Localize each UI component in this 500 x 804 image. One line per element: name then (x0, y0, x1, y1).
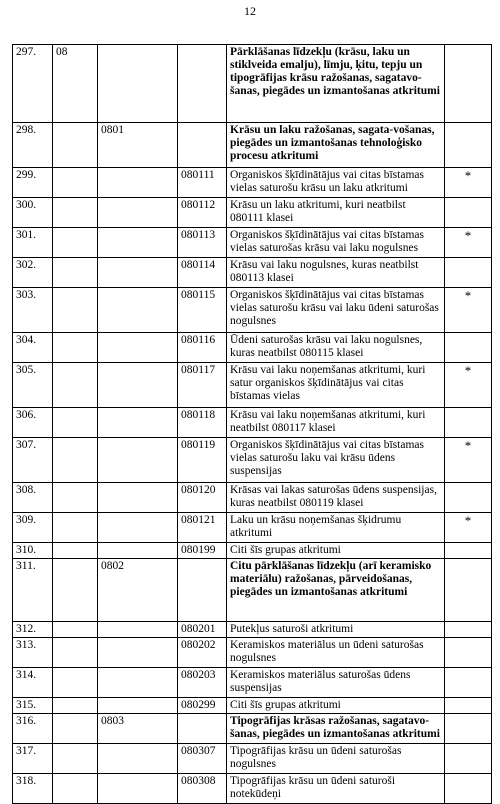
row-number-cell: 308. (13, 483, 53, 513)
description-cell: Laku un krāsu noņemšanas šķidrumu atkritumi (227, 513, 445, 543)
chapter-code-cell (53, 668, 98, 698)
waste-code-cell: 080120 (178, 483, 227, 513)
description-cell: Krāsu vai laku nogulsnes, kuras neatbilst 080113 klasei (227, 258, 445, 288)
description-cell: Tipogrāfijas krāsu un ūdeni saturošas nogulsnes (227, 744, 445, 774)
hazard-mark-cell (445, 638, 492, 668)
waste-code-cell: 080113 (178, 228, 227, 258)
row-number-cell: 303. (13, 288, 53, 333)
description-cell: Krāsu vai laku noņemšanas atkritumi, kuri neatbilst 080117 klasei (227, 408, 445, 438)
waste-code-cell: 080114 (178, 258, 227, 288)
chapter-code-cell (53, 198, 98, 228)
waste-code-cell (178, 123, 227, 168)
hazard-mark-cell (445, 123, 492, 168)
table-row (13, 668, 492, 698)
description-cell: Krāsas vai lakas saturošas ūdens suspensijas, kuras neatbilst 080119 klasei (227, 483, 445, 513)
row-number-cell: 297. (13, 45, 53, 123)
row-number-cell: 316. (13, 714, 53, 744)
description-cell: Tipogrāfijas krāsu un ūdeni saturoši notekūdeņi (227, 774, 445, 804)
group-code-cell (98, 45, 178, 123)
row-number-cell: 307. (13, 438, 53, 483)
group-code-cell (98, 438, 178, 483)
description-cell: Keramiskos materiālus un ūdeni saturošas nogulsnes (227, 638, 445, 668)
table-row (13, 714, 492, 744)
group-code-cell (98, 333, 178, 363)
chapter-code-cell (53, 288, 98, 333)
chapter-code-cell (53, 168, 98, 198)
table-row (13, 622, 492, 638)
hazard-mark-cell: * (445, 513, 492, 543)
row-number-cell: 298. (13, 123, 53, 168)
waste-code-cell: 080203 (178, 668, 227, 698)
row-number-cell: 301. (13, 228, 53, 258)
chapter-code-cell (53, 363, 98, 408)
hazard-mark-cell (445, 483, 492, 513)
waste-code-cell: 080199 (178, 543, 227, 559)
row-number-cell: 302. (13, 258, 53, 288)
row-number-cell: 306. (13, 408, 53, 438)
description-cell: Citi šīs grupas atkritumi (227, 543, 445, 559)
group-code-cell (98, 363, 178, 408)
table-row (13, 333, 492, 363)
waste-code-cell: 080117 (178, 363, 227, 408)
table-row (13, 438, 492, 483)
table-row (13, 288, 492, 333)
group-code-cell: 0803 (98, 714, 178, 744)
waste-code-cell (178, 714, 227, 744)
group-code-cell (98, 622, 178, 638)
table-row (13, 168, 492, 198)
chapter-code-cell: 08 (53, 45, 98, 123)
table-row (13, 483, 492, 513)
hazard-mark-cell (445, 408, 492, 438)
chapter-code-cell (53, 408, 98, 438)
row-number-cell: 312. (13, 622, 53, 638)
description-cell: Organiskos šķīdinātājus vai citas bīstamas vielas saturošu krāsu un laku atkritumi (227, 168, 445, 198)
hazard-mark-cell: * (445, 438, 492, 483)
table-row (13, 123, 492, 168)
waste-code-cell: 080112 (178, 198, 227, 228)
table-row (13, 513, 492, 543)
description-cell: Citi šīs grupas atkritumi (227, 698, 445, 714)
waste-code-cell (178, 559, 227, 622)
group-code-cell (98, 168, 178, 198)
chapter-code-cell (53, 258, 98, 288)
chapter-code-cell (53, 744, 98, 774)
group-code-cell (98, 668, 178, 698)
chapter-code-cell (53, 438, 98, 483)
table-row (13, 744, 492, 774)
description-cell: Organiskos šķīdinātājus vai citas bīstamas vielas saturošu laku vai krāsu ūdens suspensijas (227, 438, 445, 483)
table-row (13, 698, 492, 714)
group-code-cell (98, 543, 178, 559)
group-code-cell (98, 228, 178, 258)
chapter-code-cell (53, 543, 98, 559)
chapter-code-cell (53, 774, 98, 804)
hazard-mark-cell (445, 333, 492, 363)
hazard-mark-cell (445, 559, 492, 622)
waste-code-cell: 080202 (178, 638, 227, 668)
hazard-mark-cell (445, 668, 492, 698)
hazard-mark-cell: * (445, 363, 492, 408)
table-row (13, 258, 492, 288)
waste-code-cell: 080116 (178, 333, 227, 363)
chapter-code-cell (53, 622, 98, 638)
hazard-mark-cell (445, 774, 492, 804)
waste-code-cell: 080307 (178, 744, 227, 774)
description-cell: Krāsu vai laku noņemšanas atkritumi, kuri satur organiskos šķīdinātājus vai citas bīstamas vielas (227, 363, 445, 408)
table-row (13, 228, 492, 258)
row-number-cell: 313. (13, 638, 53, 668)
table-row (13, 543, 492, 559)
waste-code-cell: 080121 (178, 513, 227, 543)
row-number-cell: 318. (13, 774, 53, 804)
hazard-mark-cell (445, 744, 492, 774)
row-number-cell: 305. (13, 363, 53, 408)
description-cell: Organiskos šķīdinātājus vai citas bīstamas vielas saturošas krāsu vai laku nogulsnes (227, 228, 445, 258)
group-code-cell: 0802 (98, 559, 178, 622)
hazard-mark-cell (445, 714, 492, 744)
waste-code-cell: 080118 (178, 408, 227, 438)
description-cell: Keramiskos materiālus saturošas ūdens suspensijas (227, 668, 445, 698)
row-number-cell: 309. (13, 513, 53, 543)
row-number-cell: 314. (13, 668, 53, 698)
group-code-cell (98, 638, 178, 668)
chapter-code-cell (53, 559, 98, 622)
waste-code-cell: 080115 (178, 288, 227, 333)
hazard-mark-cell (445, 258, 492, 288)
table-row (13, 638, 492, 668)
hazard-mark-cell: * (445, 228, 492, 258)
row-number-cell: 304. (13, 333, 53, 363)
chapter-code-cell (53, 333, 98, 363)
table-row (13, 45, 492, 123)
group-code-cell (98, 774, 178, 804)
description-cell: Organiskos šķīdinātājus vai citas bīstamas vielas saturošu krāsu vai laku ūdeni saturošas nogulsnes (227, 288, 445, 333)
row-number-cell: 310. (13, 543, 53, 559)
group-code-cell (98, 198, 178, 228)
hazard-mark-cell (445, 45, 492, 123)
row-number-cell: 311. (13, 559, 53, 622)
chapter-code-cell (53, 228, 98, 258)
group-code-cell (98, 258, 178, 288)
row-number-cell: 300. (13, 198, 53, 228)
group-code-cell (98, 408, 178, 438)
table-row (13, 198, 492, 228)
waste-code-cell: 080111 (178, 168, 227, 198)
group-code-cell: 0801 (98, 123, 178, 168)
waste-classification-table (12, 44, 492, 804)
hazard-mark-cell (445, 543, 492, 559)
table-row (13, 559, 492, 622)
chapter-code-cell (53, 698, 98, 714)
description-cell: Citu pārklāšanas līdzekļu (arī keramisko materiālu) ražošanas, pārveidošanas, piegādes un izmantošanas atkritumi (227, 559, 445, 622)
waste-code-cell: 080308 (178, 774, 227, 804)
page-number: 12 (244, 4, 256, 18)
hazard-mark-cell (445, 698, 492, 714)
hazard-mark-cell: * (445, 288, 492, 333)
description-cell: Krāsu un laku atkritumi, kuri neatbilst 080111 klasei (227, 198, 445, 228)
chapter-code-cell (53, 483, 98, 513)
row-number-cell: 315. (13, 698, 53, 714)
waste-code-cell: 080119 (178, 438, 227, 483)
group-code-cell (98, 483, 178, 513)
chapter-code-cell (53, 638, 98, 668)
group-code-cell (98, 744, 178, 774)
description-cell: Krāsu un laku ražošanas, sagata-vošanas, piegādes un izmantošanas tehnoloģisko procesu atkritumi (227, 123, 445, 168)
description-cell: Ūdeni saturošas krāsu vai laku nogulsnes, kuras neatbilst 080115 klasei (227, 333, 445, 363)
description-cell: Putekļus saturoši atkritumi (227, 622, 445, 638)
hazard-mark-cell (445, 198, 492, 228)
hazard-mark-cell: * (445, 168, 492, 198)
chapter-code-cell (53, 714, 98, 744)
row-number-cell: 299. (13, 168, 53, 198)
waste-code-cell: 080201 (178, 622, 227, 638)
table-row (13, 408, 492, 438)
row-number-cell: 317. (13, 744, 53, 774)
table-row (13, 774, 492, 804)
description-cell: Pārklāšanas līdzekļu (krāsu, laku un stiklveida emalju), līmju, ķitu, tepju un tipogrāfijas krāsu ražošanas, sagatavo-šanas, piegādes un izmantošanas atkritumi (227, 45, 445, 123)
chapter-code-cell (53, 123, 98, 168)
description-cell: Tipogrāfijas krāsas ražošanas, sagatavo-šanas, piegādes un izmantošanas atkritumi (227, 714, 445, 744)
table-row (13, 363, 492, 408)
group-code-cell (98, 288, 178, 333)
group-code-cell (98, 513, 178, 543)
waste-code-cell: 080299 (178, 698, 227, 714)
hazard-mark-cell (445, 622, 492, 638)
group-code-cell (98, 698, 178, 714)
waste-code-cell (178, 45, 227, 123)
chapter-code-cell (53, 513, 98, 543)
